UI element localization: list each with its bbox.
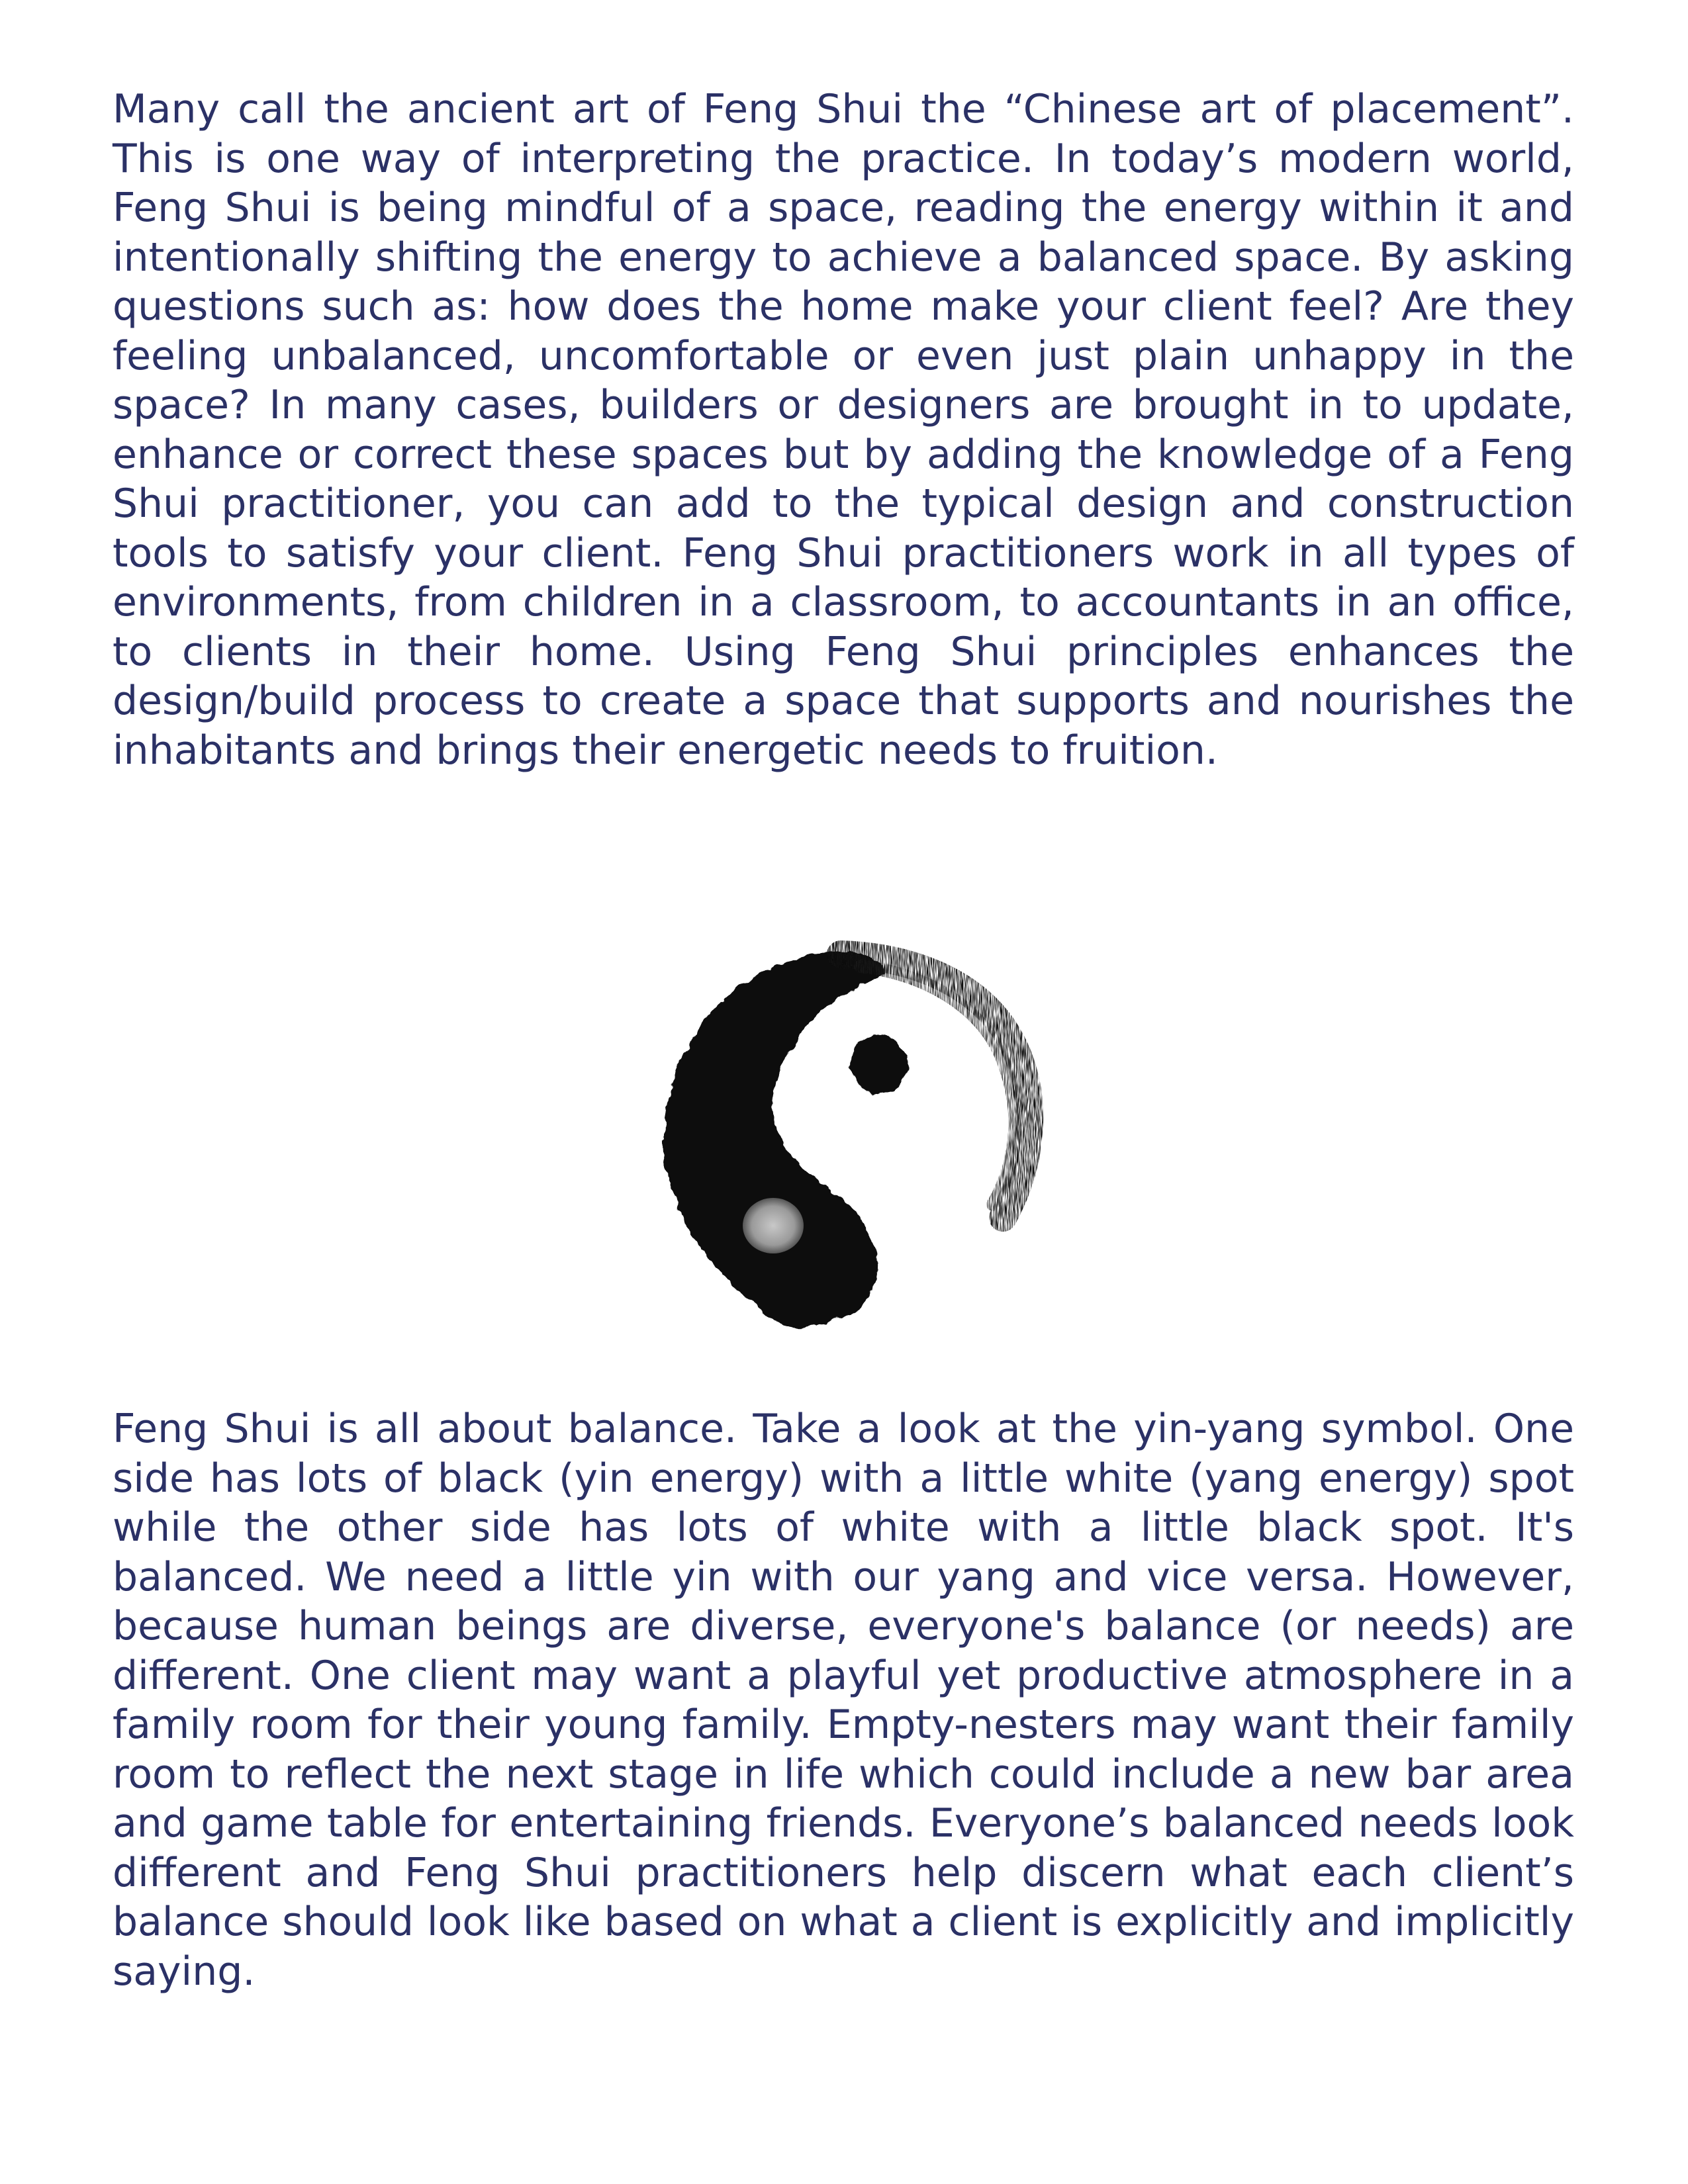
yin-shape xyxy=(664,950,884,1326)
intro-paragraph: Many call the ancient art of Feng Shui the “Chinese art of placement”. This is one way of interpreting the practice. In today’s modern world, Feng Shui is being mindful of a space, reading the energy within it and intentionally shifting the energy to achieve a balanced space. By asking questions such as: how does the home make your client feel? Are they feeling unbalanced, uncomfortable or even just plain unhappy in the space? In many cases, builders or designers are brought in to update, enhance or correct these spaces but by adding the knowledge of a Feng Shui practitioner, you can add to the typical design and construction tools to satisfy your client. Feng Shui practitioners work in all types of environments, from children in a classroom, to accountants in an office, to clients in their home. Using Feng Shui principles enhances the design/build process to create a space that supports and nourishes the inhabitants and brings their energetic needs to fruition. xyxy=(113,86,1574,774)
yin-yang-icon xyxy=(642,940,1053,1337)
yin-dot xyxy=(850,1035,908,1093)
balance-paragraph: Feng Shui is all about balance. Take a look at the yin-yang symbol. One side has lots of black (yin energy) with a little white (yang energy) spot while the other side has lots of white with a little black spot. It's balanced. We need a little yin with our yang and vice versa. However, because human beings are diverse, everyone's balance (or needs) are different. One client may want a playful yet productive atmosphere in a family room for their young family. Empty-nesters may want their family room to reflect the next stage in life which could include a new bar area and game table for entertaining friends. Everyone’s balanced needs look different and Feng Shui practitioners help discern what each client’s balance should look like based on what a client is explicitly and implicitly saying. xyxy=(113,1406,1574,1995)
yang-dot xyxy=(743,1198,804,1253)
